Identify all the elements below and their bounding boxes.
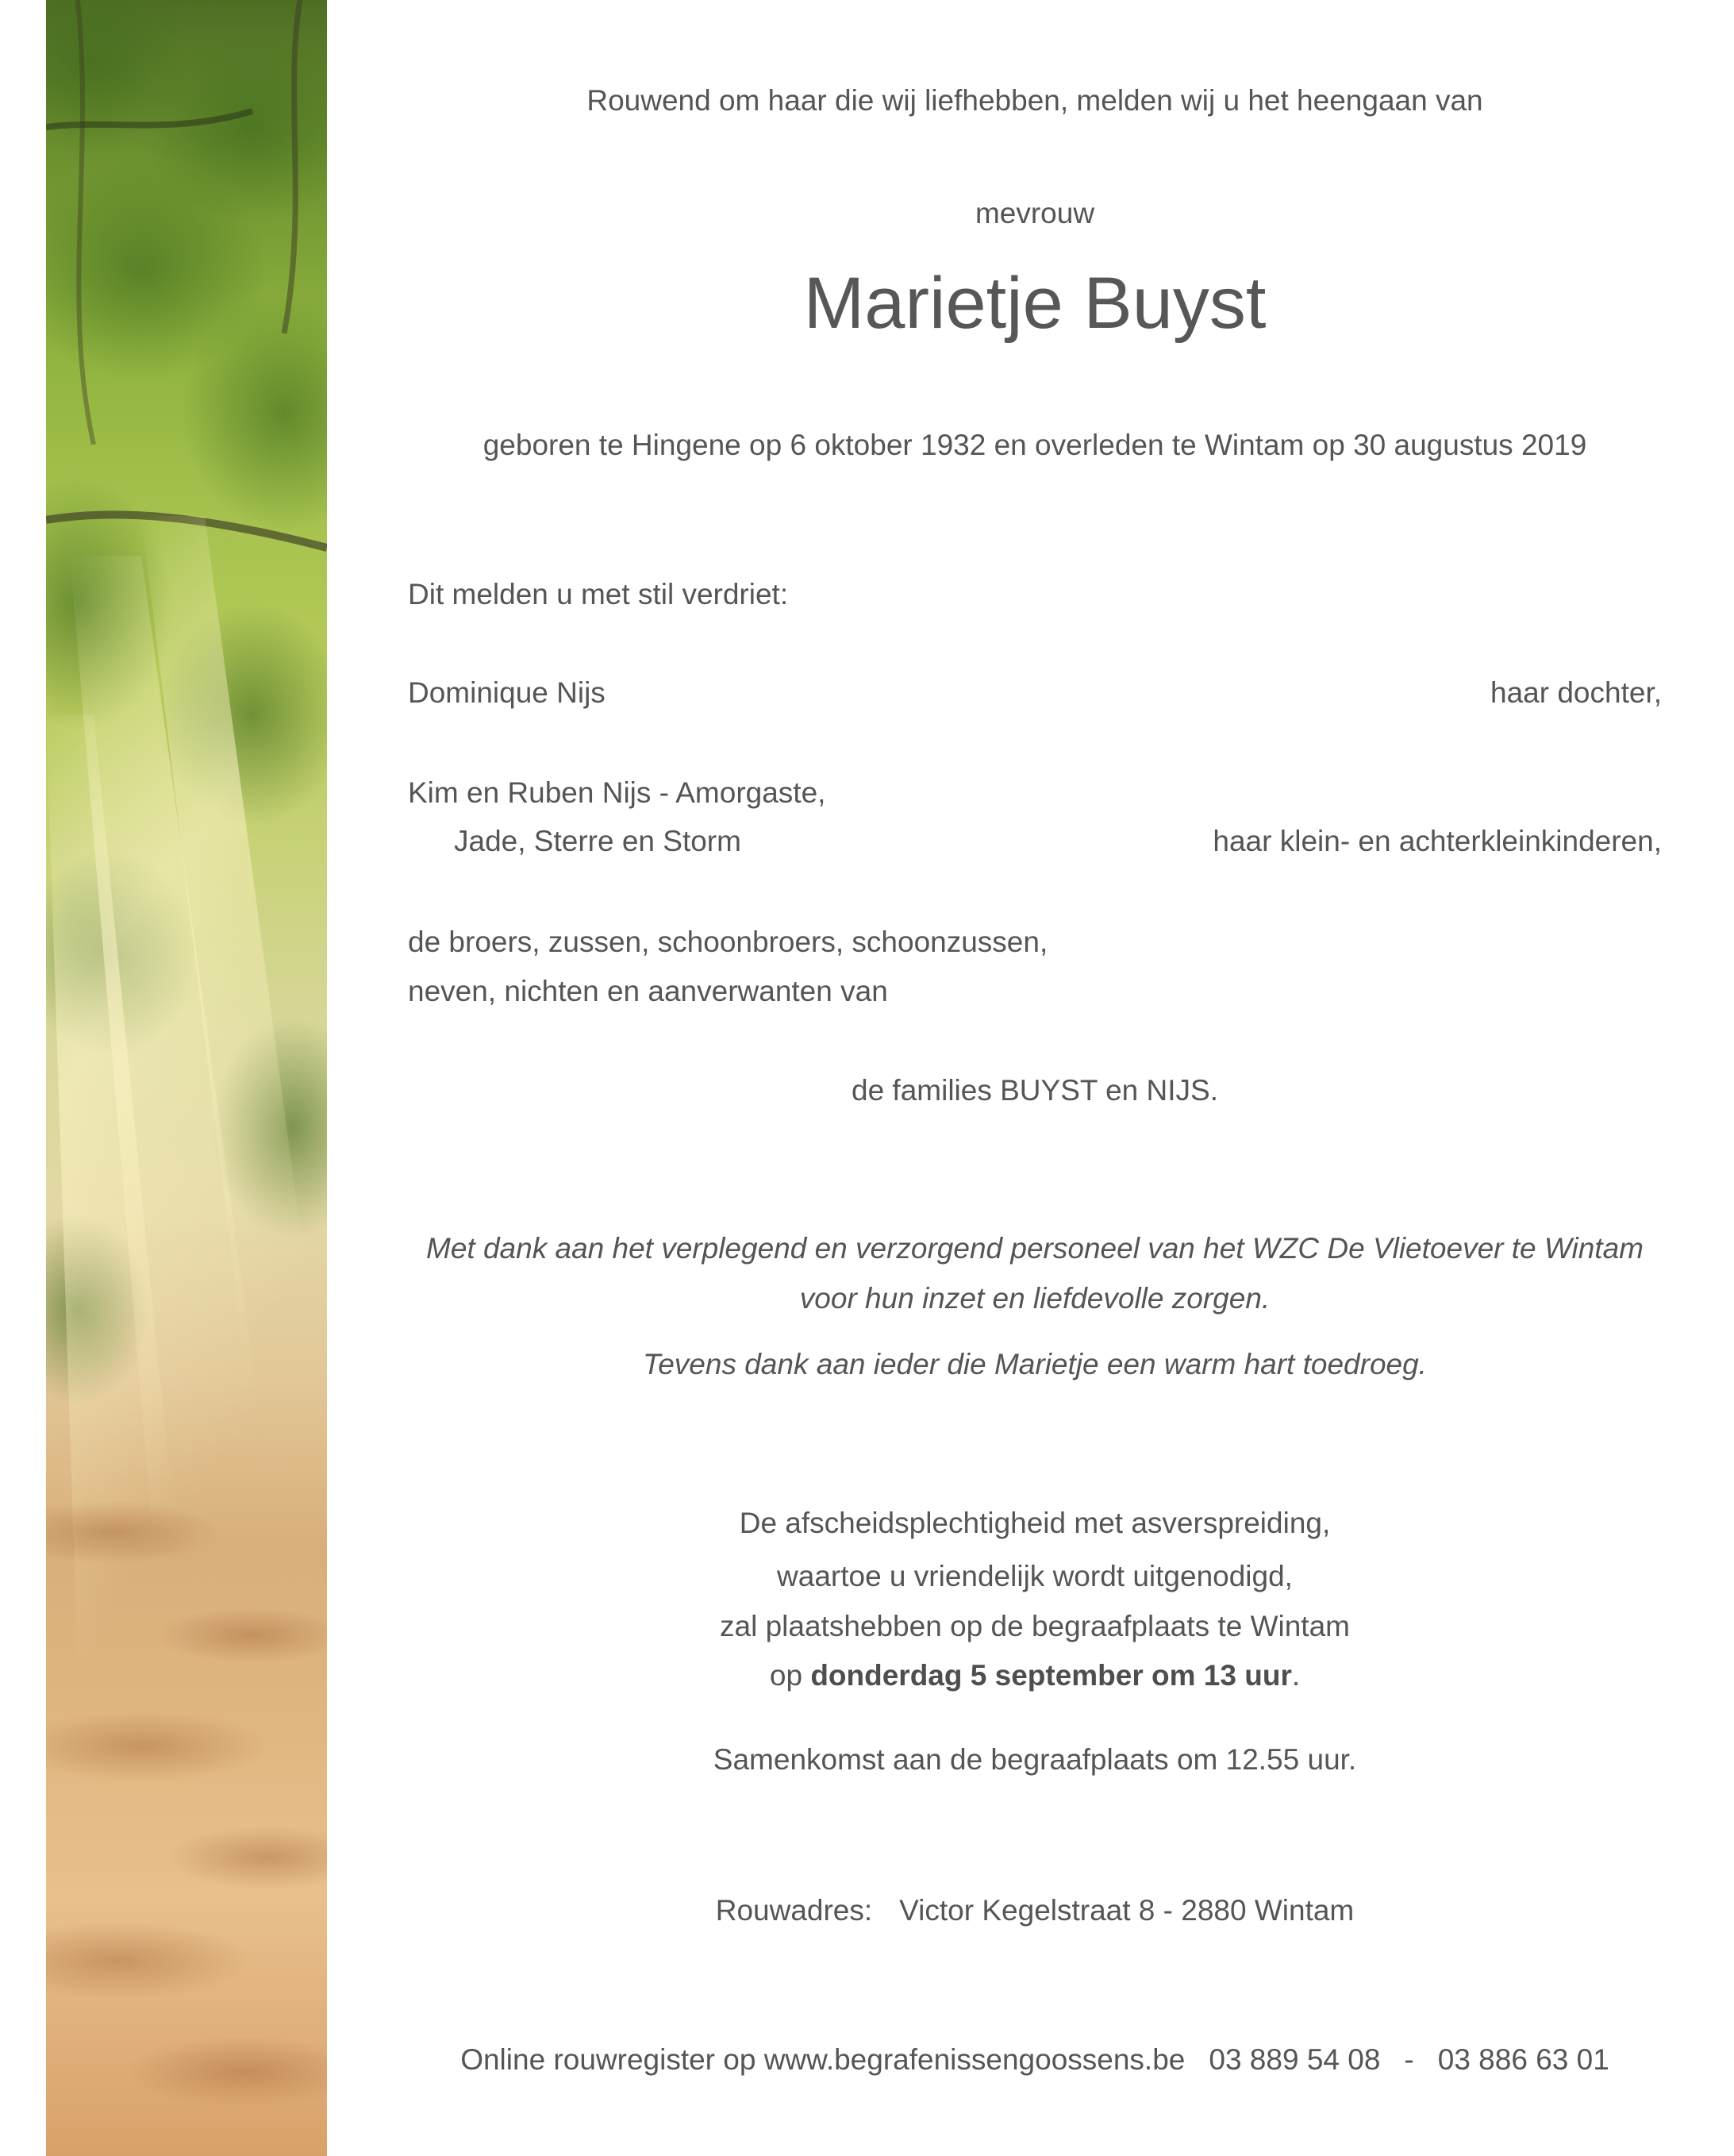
forest-path-photo xyxy=(46,0,327,2156)
phone-separator: - xyxy=(1404,2043,1414,2076)
ceremony-line-3: zal plaatshebben op de begraafplaats te Wintam xyxy=(720,1610,1350,1642)
ceremony-date: donderdag 5 september om 13 uur xyxy=(810,1659,1292,1692)
phone-number-1: 03 889 54 08 xyxy=(1209,2043,1381,2076)
register-link[interactable]: Online rouwregister op www.begrafenissengoossens.be xyxy=(460,2043,1186,2076)
forest-illustration xyxy=(46,0,327,2156)
ceremony-date-prefix: op xyxy=(769,1659,811,1692)
gathering-line: Samenkomst aan de begraafplaats om 12.55 uur. xyxy=(713,1743,1357,1776)
ceremony-line-1: De afscheidsplechtigheid met asverspreiding, xyxy=(739,1507,1331,1539)
ceremony-date-line xyxy=(408,1661,1662,1690)
family-names: Dominique Nijs xyxy=(408,676,606,709)
family-names: Jade, Sterre en Storm xyxy=(454,825,741,857)
relatives-line-1: de broers, zussen, schoonbroers, schoonzussen, xyxy=(408,926,1048,958)
address-value: Victor Kegelstraat 8 - 2880 Wintam xyxy=(899,1894,1355,1927)
family-names: Kim en Ruben Nijs - Amorgaste, xyxy=(408,776,826,809)
thanks-line-3: Tevens dank aan ieder die Marietje een warm hart toedroeg. xyxy=(643,1348,1427,1380)
relatives-line-2: neven, nichten en aanverwanten van xyxy=(408,975,888,1007)
intro-text: Rouwend om haar die wij liefhebben, melden wij u het heengaan van xyxy=(586,84,1483,117)
announce-line: Dit melden u met stil verdriet: xyxy=(408,578,789,610)
footer-line xyxy=(408,2045,1662,2074)
birth-death-line: geboren te Hingene op 6 oktober 1932 en overleden te Wintam op 30 augustus 2019 xyxy=(483,429,1587,461)
ceremony-line-2: waartoe u vriendelijk wordt uitgenodigd, xyxy=(777,1560,1293,1592)
salutation: mevrouw xyxy=(975,197,1095,229)
families-line: de families BUYST en NIJS. xyxy=(852,1074,1218,1107)
phone-number-2: 03 886 63 01 xyxy=(1437,2043,1609,2076)
ceremony-date-suffix: . xyxy=(1291,1659,1301,1692)
family-relation: haar dochter, xyxy=(1490,676,1662,709)
family-relation: haar klein- en achterkleinkinderen, xyxy=(1213,825,1662,857)
thanks-line-1: Met dank aan het verplegend en verzorgend personeel van het WZC De Vlietoever te Wintam xyxy=(426,1232,1644,1265)
deceased-name: Marietje Buyst xyxy=(803,263,1267,344)
address-line xyxy=(408,1896,1662,1925)
address-label: Rouwadres: xyxy=(715,1894,873,1927)
thanks-line-2: voor hun inzet en liefdevolle zorgen. xyxy=(799,1282,1271,1315)
